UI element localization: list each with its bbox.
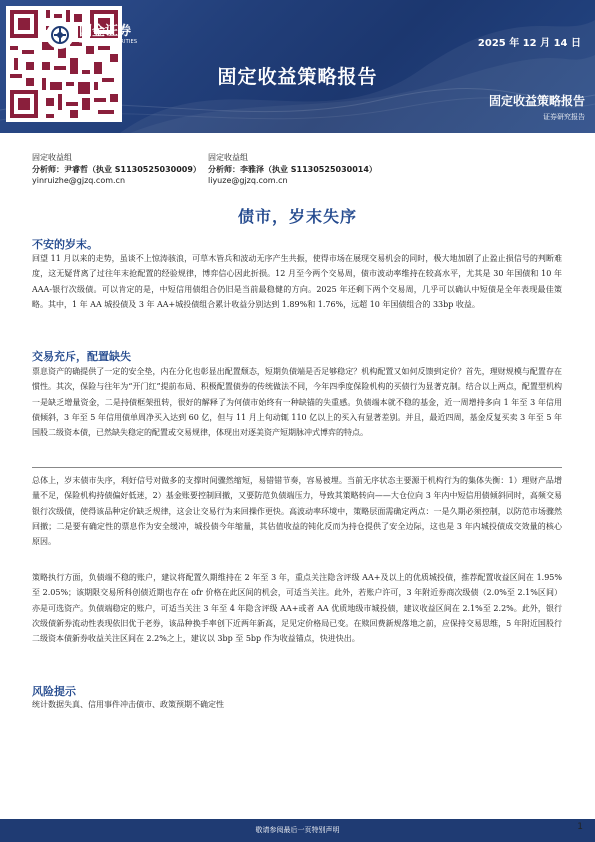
company-logo [46, 19, 137, 51]
footer-disclaimer[interactable]: 敬请参阅最后一页特别声明 [255, 826, 340, 834]
author-group: 固定收益组 [32, 153, 72, 162]
page-footer [0, 819, 595, 842]
author-group: 固定收益组 [208, 153, 248, 162]
section-paragraph: 票息资产的确提供了一定的安全垫，内在分化也彰显出配置颓态，短期负债端是否足够稳定？机构配置又如何反馈到定价？首先，理财规模与配置存在惯性。其次，保险与往年为“开门红”提前布局、积极配置债券的传统做法不同，今年四季度保险机构的买债行为显著克制。结合以上两点，配置型机构一是缺乏增量资金，二是持债框架扭转，很好的解释了为何债市始终有一种缺锚的失重感。负债端本就不稳的基金，近一周增持多向 1 年至 3 年信用债倾斜，3 年至 5 年信用债单周净买入达到 60 亿，但与 11 月上旬动辄 110 亿以上的买入有显著差别。并且，最近四周，基金反复买卖 3 年至 5 年国股二级资本债，已然缺失稳定的配置或交易规律，体现出对逐美资产短期脉冲式博弈的特点。 [32, 367, 562, 438]
risk-heading: 风险提示 [32, 685, 76, 698]
section-divider [32, 467, 562, 468]
section-paragraph: 总体上，岁末债市失序，利好信号对做多的支撑时间骤然缩短，易错错节奏，容易被埋。当前无序状态主要源于机构行为的集体失衡：1）理财产品增量不足，保险机构持债偏好低迷，2）基金账要控制回撤，又要防范负债端压力，导致其策略转向——大仓位向 3 年内中短信用债倾斜同时，高频交易银行次级债，使得该品种定价缺乏规律，这会让交易行为来回操作更快。高波动率环境中，策略层面需确定两点：一是久期必须控制，以防范市场骤然回撤；二是要有确定性的票息作为安全缓冲，城投债今年缩量，其估值收益的钝化反而为持仓提供了安全边际，这也是 3 年内城投债成交效量的核心原因。 [32, 476, 562, 547]
author-block-1 [32, 152, 201, 187]
header-banner [0, 0, 595, 133]
section-heading: 交易充斥，配置缺失 [32, 350, 131, 363]
logo-mark-icon [46, 21, 74, 49]
author-email[interactable]: liyuze@gjzq.com.cn [208, 176, 288, 185]
author-block-2 [208, 152, 377, 187]
report-category: 固定收益策略报告 [488, 94, 585, 108]
risk-text: 统计数据失真、信用事件冲击债市、政策预期不确定性 [32, 700, 224, 709]
report-date: 2025 年 12 月 14 日 [477, 38, 581, 49]
page-number: 1 [577, 822, 583, 832]
section-paragraph: 策略执行方面，负债端不稳的账户，建议将配置久期维持在 2 年至 3 年，重点关注隐含评级 AA+及以上的优质城投债，推荐配置收益区间在 1.95%至 2.05%；该期限交易所科创债近期也存在 ofr 价格在此区间的机会，可适当关注。此外，若账户许可，3 年附近券商次级债（2.0%至 2.1%区间）亦是可选资产。负债端稳定的账户，可适当关注 3 年至 4 年隐含评级 AA+或者 AA 优质地级市城投债，建议收益区间在 2.1%至 2.2%。此外，银行次级债新券流动性表现依旧优于老券，该品种换手率创下近两年新高，足见定价格局已变。在赎回费新规落地之前，应保持交易思维，5 年附近国股行二级资本债新券收益关注区间在 2.2%之上，建议以 3bp 至 5bp 作为收益锚点，快进快出。 [32, 573, 562, 644]
author-analyst: 分析师：尹睿哲（执业 S1130525030009） [32, 164, 201, 174]
banner-title: 固定收益策略报告 [217, 66, 378, 88]
author-email[interactable]: yinruizhe@gjzq.com.cn [32, 176, 126, 185]
section-heading: 不安的岁末。 [32, 238, 98, 251]
logo-english-name: SINOLINK SECURITIES [79, 38, 138, 45]
section-paragraph: 回望 11 月以来的走势，虽谈不上惊涛骇浪，可草木皆兵和波动无序产生共振，使得市场在展现交易机会的同时，极大地加剧了止盈止损信号的判断难度，这无疑背离了过往年末抢配置的经验规律，博弈信心因此折损。12 月至今两个交易周，债市波动率维持在较高水平，尤其是 30 年国债和 10 年 AAA-银行次级债。可以肯定的是，中短信用债组合仍旧是当前最稳健的方向。2025 年还剩下两个交易周，几乎可以确认中短债是全年表现最佳策略。其中，1 年 AA 城投债及 3 年 AA+城投债组合累计收益分别达到 1.89%和 1.76%，远超 10 年国债组合的 33bp 收益。 [32, 254, 562, 309]
author-analyst: 分析师：李雅泽（执业 S1130525030014） [208, 164, 377, 174]
report-type-tag: 证券研究报告 [543, 113, 585, 121]
document-title: 债市，岁末失序 [237, 207, 357, 226]
logo-chinese-name: 国金证券 [79, 23, 132, 39]
